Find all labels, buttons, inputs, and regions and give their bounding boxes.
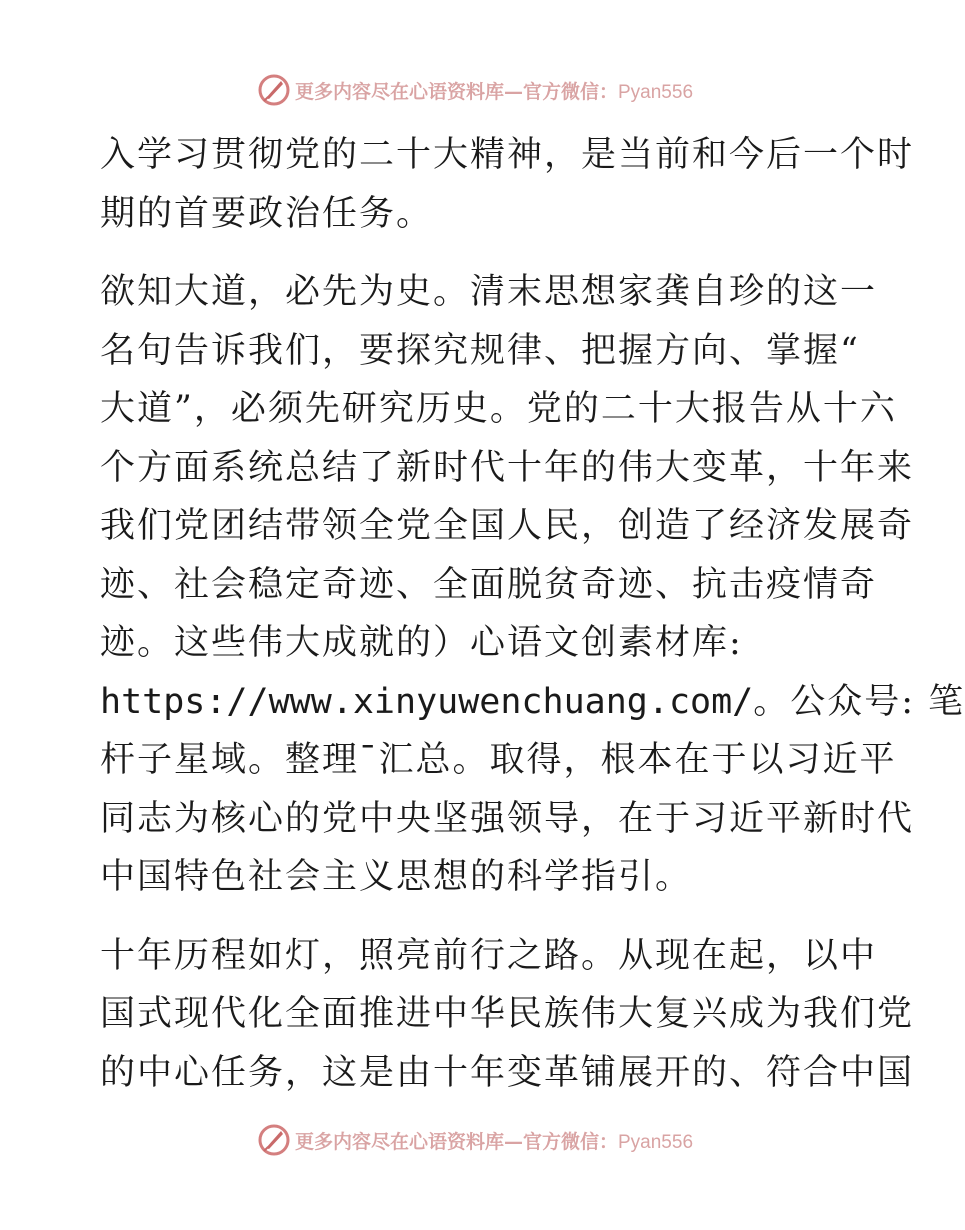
footer-watermark-text — [295, 1127, 693, 1154]
header-wechat-id: Pyan556 — [618, 81, 694, 103]
paragraph-3 — [100, 927, 915, 1103]
text-line: 欲知大道，必先为史。清末思想家龚自珍的这一 — [100, 272, 878, 312]
feather-pen-logo-icon — [257, 1123, 291, 1157]
text-line: 十年历程如灯，照亮前行之路。从现在起，以中 — [100, 935, 878, 976]
footer-watermark-banner — [0, 1120, 950, 1160]
paragraph-2 — [100, 263, 965, 907]
text-line: 我们党团结带领全党全国人民，创造了经济发展奇 — [100, 506, 915, 546]
text-line: 的中心任务，这是由十年变革铺展开的、符合中国 — [100, 1052, 915, 1093]
header-watermark-text — [295, 77, 693, 104]
header-watermark-banner — [0, 70, 950, 110]
header-label: 更多内容尽在心语资料库—官方微信： — [294, 80, 618, 103]
paragraph-1 — [100, 126, 915, 243]
feather-pen-logo-icon — [257, 73, 291, 107]
text-line: 国式现代化全面推进中华民族伟大复兴成为我们党 — [100, 994, 915, 1034]
document-body — [100, 126, 965, 1102]
text-line: 入学习贯彻党的二十大精神，是当前和今后一个时 — [100, 135, 915, 175]
footer-wechat-id: Pyan556 — [618, 1131, 694, 1153]
text-line: 名句告诉我们，要探究规律、把握方向、掌握“ — [100, 330, 860, 371]
url-line — [100, 673, 965, 732]
text-line: 个方面系统总结了新时代十年的伟大变革，十年来 — [100, 447, 915, 488]
footer-label: 更多内容尽在心语资料库—官方微信： — [294, 1130, 618, 1153]
text-line: 大道”，必须先研究历史。党的二十大报告从十六 — [100, 389, 897, 429]
text-line: 迹、社会稳定奇迹、全面脱贫奇迹、抗击疫情奇 — [100, 564, 878, 605]
text-line: 杆子星域。整理¯汇总。取得，根本在于以习近平 — [100, 740, 897, 780]
url-suffix: 。公众号: 笔 — [753, 681, 965, 722]
text-line: 同志为核心的党中央坚强领导，在于习近平新时代 — [100, 798, 915, 839]
text-line: 期的首要政治任务。 — [100, 193, 434, 234]
source-url: https://www.xinyuwenchuang.com/ — [100, 681, 754, 722]
text-line: 中国特色社会主义思想的科学指引。 — [100, 857, 693, 897]
text-line: 迹。这些伟大成就的）心语文创素材库: — [100, 623, 743, 663]
